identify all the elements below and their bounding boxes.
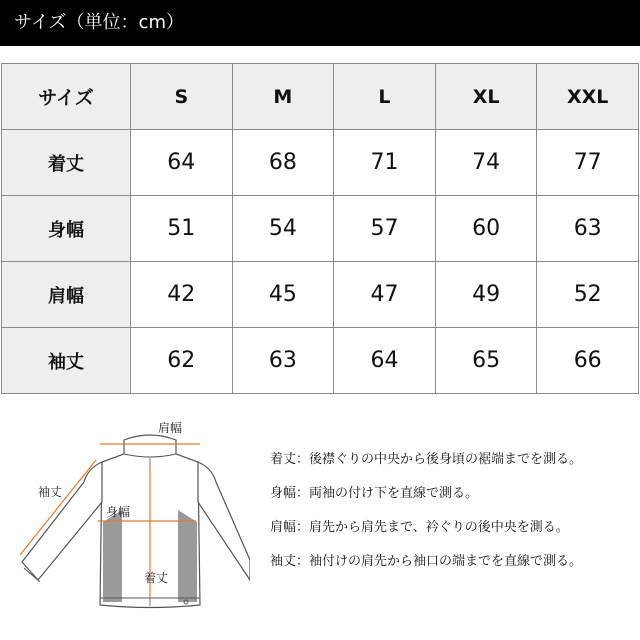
- width-label: 身幅: [106, 505, 131, 519]
- page-header: [0, 0, 640, 46]
- column-header: M: [232, 64, 334, 130]
- table-cell: 71: [334, 130, 436, 196]
- sleeve-label: 袖丈: [38, 485, 63, 499]
- note-length: 着丈：後襟ぐりの中央から後身頃の裾端までを測る。: [270, 452, 583, 467]
- table-cell: 68: [232, 130, 334, 196]
- note-sleeve: 袖丈：袖付けの肩先から袖口の端までを直線で測る。: [270, 554, 583, 569]
- table-cell: 66: [537, 328, 639, 394]
- table-cell: 65: [435, 328, 537, 394]
- table-cell: 63: [232, 328, 334, 394]
- row-label: 着丈: [2, 130, 131, 196]
- table-cell: 74: [435, 130, 537, 196]
- table-row: [2, 328, 639, 394]
- table-cell: 64: [131, 130, 233, 196]
- table-cell: 63: [537, 196, 639, 262]
- size-table: [1, 63, 639, 394]
- length-label: 着丈: [144, 571, 169, 585]
- note-width: 身幅：両袖の付け下を直線で測る。: [270, 486, 479, 501]
- column-header: L: [334, 64, 436, 130]
- table-cell: 77: [537, 130, 639, 196]
- column-header: S: [131, 64, 233, 130]
- column-header: サイズ: [2, 64, 131, 130]
- table-cell: 45: [232, 262, 334, 328]
- table-cell: 52: [537, 262, 639, 328]
- table-row: [2, 130, 639, 196]
- jacket-diagram: [0, 410, 250, 640]
- table-cell: 47: [334, 262, 436, 328]
- table-row: [2, 262, 639, 328]
- table-header-row: [2, 64, 639, 130]
- table-cell: 51: [131, 196, 233, 262]
- header-title: サイズ（単位：cm）: [14, 12, 184, 33]
- row-label: 肩幅: [2, 262, 131, 328]
- table-cell: 54: [232, 196, 334, 262]
- table-row: [2, 196, 639, 262]
- row-label: 身幅: [2, 196, 131, 262]
- table-cell: 42: [131, 262, 233, 328]
- right-side-panel: [178, 510, 197, 602]
- shoulder-label: 肩幅: [158, 421, 183, 435]
- column-header: XXL: [537, 64, 639, 130]
- column-header: XL: [435, 64, 537, 130]
- row-label: 袖丈: [2, 328, 131, 394]
- left-side-panel: [103, 510, 122, 602]
- measurement-notes: [270, 452, 635, 588]
- right-sleeve: [198, 462, 250, 580]
- table-cell: 49: [435, 262, 537, 328]
- note-shoulder: 肩幅：肩先から肩先まで、衿ぐりの後中央を測る。: [270, 520, 569, 535]
- table-cell: 60: [435, 196, 537, 262]
- table-cell: 62: [131, 328, 233, 394]
- table-cell: 64: [334, 328, 436, 394]
- table-cell: 57: [334, 196, 436, 262]
- left-sleeve: [22, 462, 102, 580]
